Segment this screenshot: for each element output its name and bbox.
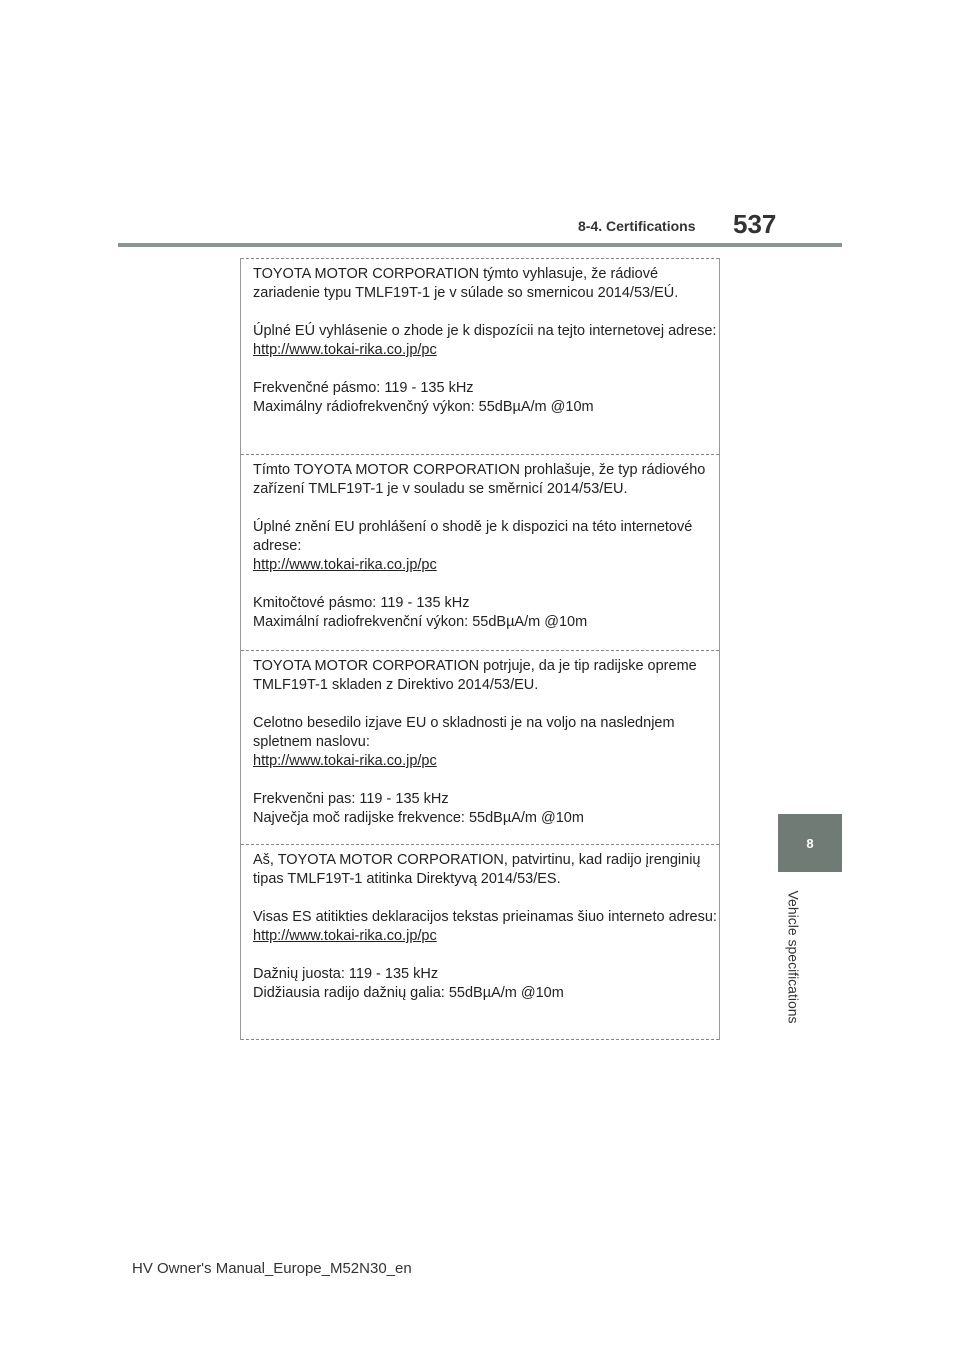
declaration-full-text: Úplné znění EU prohlášení o shodě je k dispozici na této internetové adrese: xyxy=(253,519,693,554)
declaration-power: Največja moč radijske frekvence: 55dBµA/m @10m xyxy=(253,810,584,826)
declaration-intro: TOYOTA MOTOR CORPORATION týmto vyhlasuje, že rádiové zariadenie typu TMLF19T-1 je v súlade so smernicou 2014/53/EÚ. xyxy=(253,266,679,301)
declaration-czech xyxy=(241,454,719,650)
declaration-frequency: Kmitočtové pásmo: 119 - 135 kHz xyxy=(253,595,470,611)
chapter-side-text: Vehicle specifications xyxy=(786,890,803,1024)
declaration-url-link[interactable]: http://www.tokai-rika.co.jp/pc xyxy=(253,928,437,944)
declarations-scan xyxy=(240,258,720,1040)
header-rule xyxy=(118,243,842,247)
declaration-url-link[interactable]: http://www.tokai-rika.co.jp/pc xyxy=(253,753,437,769)
declaration-frequency: Frekvenčni pas: 119 - 135 kHz xyxy=(253,791,449,807)
declaration-intro: TOYOTA MOTOR CORPORATION potrjuje, da je tip radijske opreme TMLF19T-1 skladen z Direktivo 2014/53/EU. xyxy=(253,658,697,693)
declaration-intro: Aš, TOYOTA MOTOR CORPORATION, patvirtinu, kad radijo įrenginių tipas TMLF19T-1 atitinka Direktyvą 2014/53/ES. xyxy=(253,852,701,887)
declaration-frequency: Frekvenčné pásmo: 119 - 135 kHz xyxy=(253,380,474,396)
declaration-full-text: Celotno besedilo izjave EU o skladnosti je na voljo na naslednjem spletnem naslovu: xyxy=(253,715,675,750)
declaration-power: Didžiausia radijo dažnių galia: 55dBµA/m @10m xyxy=(253,985,564,1001)
declaration-intro: Tímto TOYOTA MOTOR CORPORATION prohlašuje, že typ rádiového zařízení TMLF19T-1 je v souladu se směrnicí 2014/53/EU. xyxy=(253,462,706,497)
declaration-power: Maximální radiofrekvenční výkon: 55dBµA/m @10m xyxy=(253,614,588,630)
declaration-slovenian xyxy=(241,650,719,844)
section-title: 8-4. Certifications xyxy=(578,218,696,234)
page-number: 537 xyxy=(733,209,777,239)
declaration-lithuanian xyxy=(241,844,719,1040)
declaration-full-text: Úplné EÚ vyhlásenie o zhode je k dispozícii na tejto internetovej adrese: xyxy=(253,323,717,339)
declaration-slovak xyxy=(241,258,719,454)
declaration-power: Maximálny rádiofrekvenčný výkon: 55dBµA/m @10m xyxy=(253,399,594,415)
declaration-full-text: Visas ES atitikties deklaracijos tekstas prieinamas šiuo interneto adresu: xyxy=(253,909,717,925)
declaration-url-link[interactable]: http://www.tokai-rika.co.jp/pc xyxy=(253,557,437,573)
chapter-tab[interactable]: 8 xyxy=(778,814,842,872)
chapter-side-label xyxy=(782,882,806,1032)
declaration-frequency: Dažnių juosta: 119 - 135 kHz xyxy=(253,966,439,982)
declaration-url-link[interactable]: http://www.tokai-rika.co.jp/pc xyxy=(253,342,437,358)
footer-manual-id: HV Owner's Manual_Europe_M52N30_en xyxy=(132,1260,412,1277)
